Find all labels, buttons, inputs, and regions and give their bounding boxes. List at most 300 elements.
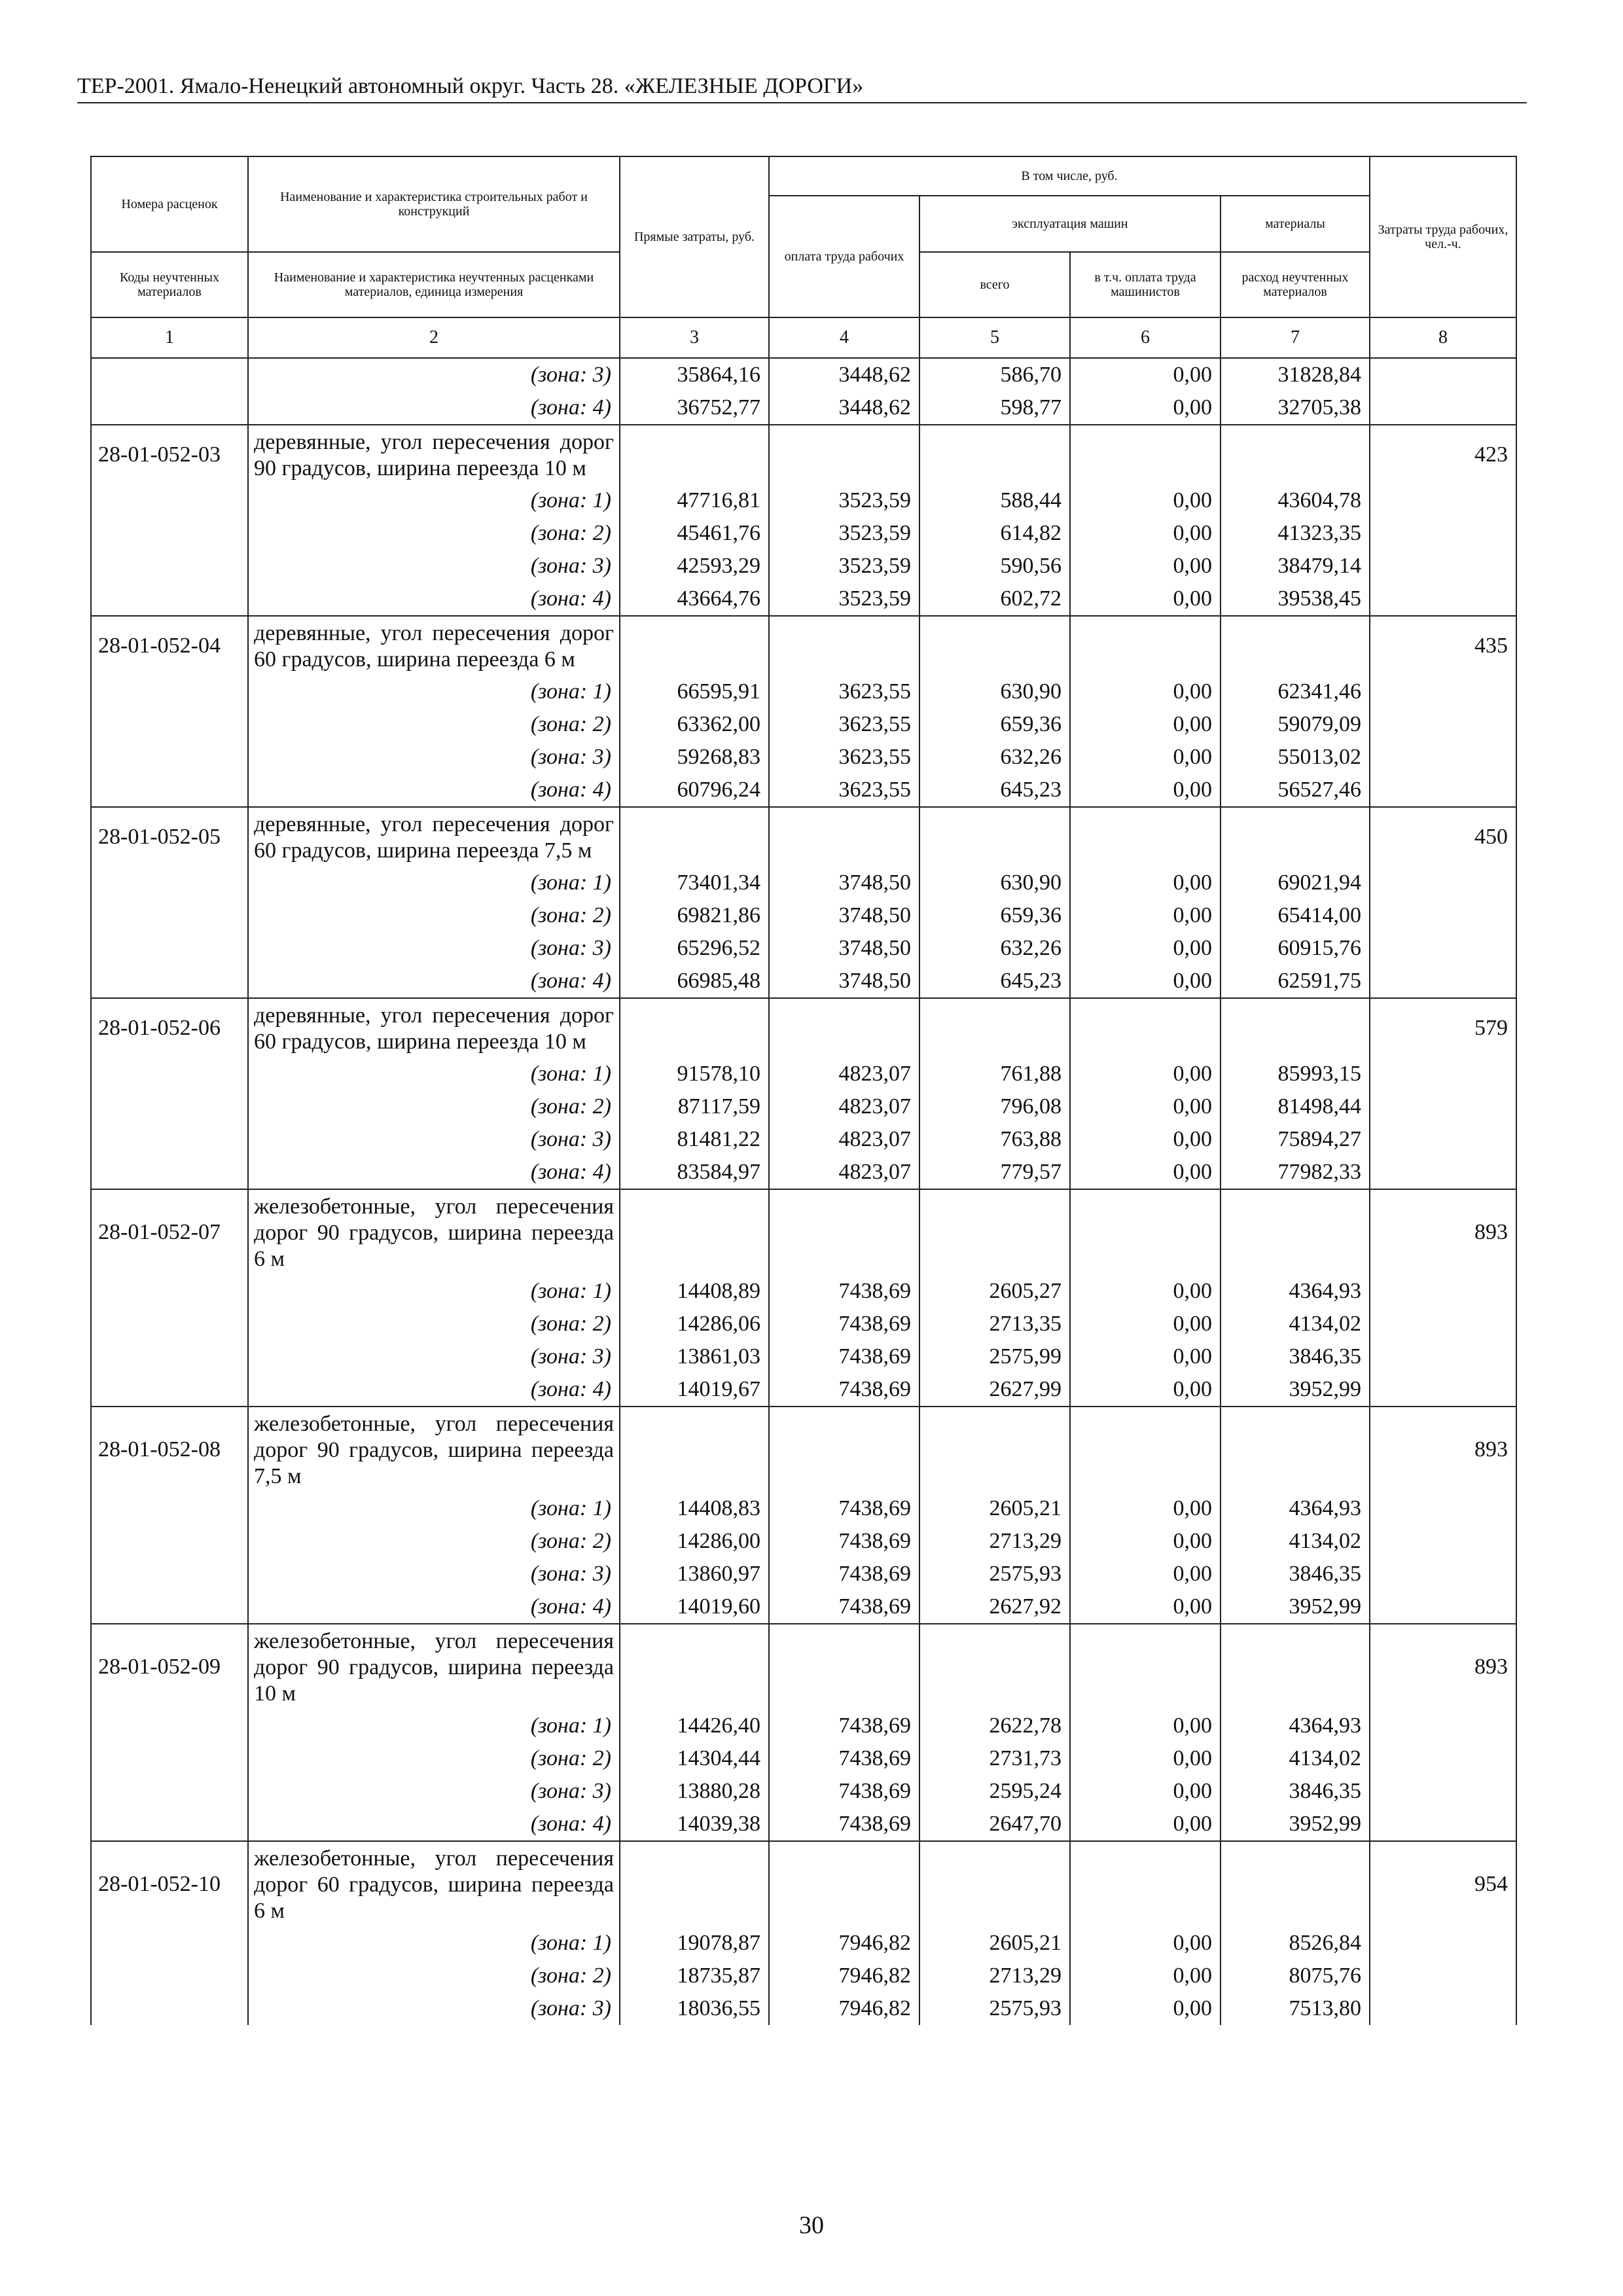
- empty-cell: [91, 1558, 248, 1590]
- direct-cost-value: 83584,97: [620, 1156, 769, 1189]
- labor-cost-value: 893: [1370, 1407, 1516, 1492]
- col-number-5: 5: [919, 317, 1070, 358]
- direct-cost-value: 36752,77: [620, 391, 769, 425]
- rates-table: [90, 156, 1517, 2025]
- col-group-including-header: В том числе, руб.: [769, 156, 1370, 196]
- direct-cost-value: 18735,87: [620, 1960, 769, 1992]
- rate-code: 28-01-052-09: [91, 1624, 248, 1710]
- zone-label: (зона: 2): [248, 899, 620, 932]
- empty-cell: [1221, 1189, 1370, 1275]
- empty-cell: [1070, 616, 1221, 675]
- worker-wages-value: 7438,69: [769, 1775, 919, 1808]
- col-material-names-header: Наименование и характеристика неучтенных расценками материалов, единица измерения: [248, 252, 620, 317]
- direct-cost-value: 14039,38: [620, 1808, 769, 1841]
- empty-cell: [1370, 1710, 1516, 1742]
- rate-item-row: [91, 1189, 1516, 1275]
- labor-cost-value: 893: [1370, 1189, 1516, 1275]
- empty-cell: [769, 616, 919, 675]
- empty-cell: [91, 932, 248, 965]
- empty-cell: [919, 1189, 1070, 1275]
- materials-value: 77982,33: [1221, 1156, 1370, 1189]
- zone-row: [91, 675, 1516, 708]
- empty-cell: [769, 425, 919, 484]
- machinist-wages-value: 0,00: [1070, 932, 1221, 965]
- materials-value: 62341,46: [1221, 675, 1370, 708]
- zone-label: (зона: 2): [248, 1090, 620, 1123]
- machinist-wages-value: 0,00: [1070, 1558, 1221, 1590]
- col-number-2: 2: [248, 317, 620, 358]
- zone-row: [91, 1927, 1516, 1960]
- zone-row: [91, 1558, 1516, 1590]
- empty-cell: [91, 1275, 248, 1308]
- col-number-6: 6: [1070, 317, 1221, 358]
- rate-code: 28-01-052-07: [91, 1189, 248, 1275]
- worker-wages-value: 7438,69: [769, 1492, 919, 1525]
- zone-row: [91, 1373, 1516, 1407]
- zone-label: (зона: 1): [248, 1058, 620, 1090]
- labor-cost-value: 423: [1370, 425, 1516, 484]
- labor-cost-value: 954: [1370, 1841, 1516, 1927]
- zone-row: [91, 932, 1516, 965]
- empty-cell: [769, 1624, 919, 1710]
- rate-description: деревянные, угол пересечения дорог 60 градусов, ширина переезда 10 м: [248, 998, 620, 1058]
- materials-value: 60915,76: [1221, 932, 1370, 965]
- empty-cell: [1221, 1624, 1370, 1710]
- empty-cell: [91, 1156, 248, 1189]
- zone-label: (зона: 4): [248, 583, 620, 616]
- zone-row: [91, 965, 1516, 998]
- labor-cost-value: 579: [1370, 998, 1516, 1058]
- rates-table-wrapper: [90, 156, 1516, 2025]
- machines-total-value: 2647,70: [919, 1808, 1070, 1841]
- machinist-wages-value: 0,00: [1070, 1156, 1221, 1189]
- materials-value: 3952,99: [1221, 1373, 1370, 1407]
- materials-value: 4364,93: [1221, 1710, 1370, 1742]
- empty-cell: [91, 1927, 248, 1960]
- machines-total-value: 2627,92: [919, 1590, 1070, 1624]
- machinist-wages-value: 0,00: [1070, 1808, 1221, 1841]
- empty-cell: [1070, 425, 1221, 484]
- direct-cost-value: 18036,55: [620, 1992, 769, 2025]
- rate-description: деревянные, угол пересечения дорог 60 градусов, ширина переезда 6 м: [248, 616, 620, 675]
- machinist-wages-value: 0,00: [1070, 1492, 1221, 1525]
- zone-row: [91, 1058, 1516, 1090]
- empty-cell: [1070, 1841, 1221, 1927]
- empty-cell: [1221, 425, 1370, 484]
- empty-cell: [1370, 1927, 1516, 1960]
- machines-total-value: 2575,93: [919, 1992, 1070, 2025]
- zone-label: (зона: 1): [248, 675, 620, 708]
- machinist-wages-value: 0,00: [1070, 1927, 1221, 1960]
- worker-wages-value: 3523,59: [769, 517, 919, 550]
- empty-cell: [1070, 1189, 1221, 1275]
- empty-cell: [1370, 1156, 1516, 1189]
- empty-cell: [620, 998, 769, 1058]
- empty-cell: [91, 1492, 248, 1525]
- empty-cell: [1370, 1123, 1516, 1156]
- materials-value: 31828,84: [1221, 358, 1370, 391]
- zone-label: (зона: 2): [248, 1525, 620, 1558]
- zone-label: (зона: 4): [248, 1590, 620, 1624]
- direct-cost-value: 14304,44: [620, 1742, 769, 1775]
- machinist-wages-value: 0,00: [1070, 1710, 1221, 1742]
- empty-cell: [620, 807, 769, 867]
- zone-label: (зона: 3): [248, 1775, 620, 1808]
- empty-cell: [1370, 1558, 1516, 1590]
- empty-cell: [1370, 965, 1516, 998]
- empty-cell: [91, 358, 248, 391]
- zone-row: [91, 1123, 1516, 1156]
- empty-cell: [91, 1340, 248, 1373]
- worker-wages-value: 3748,50: [769, 867, 919, 899]
- machinist-wages-value: 0,00: [1070, 1340, 1221, 1373]
- machinist-wages-value: 0,00: [1070, 741, 1221, 774]
- zone-label: (зона: 3): [248, 358, 620, 391]
- direct-cost-value: 13880,28: [620, 1775, 769, 1808]
- materials-value: 55013,02: [1221, 741, 1370, 774]
- materials-value: 59079,09: [1221, 708, 1370, 741]
- rate-item-row: [91, 616, 1516, 675]
- direct-cost-value: 66985,48: [620, 965, 769, 998]
- materials-value: 4364,93: [1221, 1492, 1370, 1525]
- direct-cost-value: 13861,03: [620, 1340, 769, 1373]
- machines-total-value: 2622,78: [919, 1710, 1070, 1742]
- empty-cell: [91, 1992, 248, 2025]
- page-number: 30: [799, 2212, 824, 2239]
- direct-cost-value: 42593,29: [620, 550, 769, 583]
- machines-total-value: 630,90: [919, 675, 1070, 708]
- machinist-wages-value: 0,00: [1070, 1590, 1221, 1624]
- empty-cell: [91, 1525, 248, 1558]
- materials-value: 8075,76: [1221, 1960, 1370, 1992]
- zone-row: [91, 1808, 1516, 1841]
- empty-cell: [91, 741, 248, 774]
- worker-wages-value: 7438,69: [769, 1558, 919, 1590]
- empty-cell: [1370, 741, 1516, 774]
- empty-cell: [91, 1590, 248, 1624]
- worker-wages-value: 7438,69: [769, 1308, 919, 1340]
- col-machines-group-header: эксплуатация машин: [919, 196, 1221, 252]
- rate-description: деревянные, угол пересечения дорог 90 градусов, ширина переезда 10 м: [248, 425, 620, 484]
- direct-cost-value: 91578,10: [620, 1058, 769, 1090]
- worker-wages-value: 3523,59: [769, 583, 919, 616]
- empty-cell: [1370, 899, 1516, 932]
- machines-total-value: 2627,99: [919, 1373, 1070, 1407]
- empty-cell: [1370, 675, 1516, 708]
- rate-description: железобетонные, угол пересечения дорог 60 градусов, ширина переезда 6 м: [248, 1841, 620, 1927]
- labor-cost-value: 435: [1370, 616, 1516, 675]
- machines-total-value: 2605,21: [919, 1492, 1070, 1525]
- materials-value: 65414,00: [1221, 899, 1370, 932]
- rate-code: 28-01-052-10: [91, 1841, 248, 1927]
- rate-code: 28-01-052-05: [91, 807, 248, 867]
- rate-code: 28-01-052-08: [91, 1407, 248, 1492]
- empty-cell: [1370, 1525, 1516, 1558]
- machinist-wages-value: 0,00: [1070, 1275, 1221, 1308]
- machines-total-value: 2595,24: [919, 1775, 1070, 1808]
- empty-cell: [91, 675, 248, 708]
- materials-value: 7513,80: [1221, 1992, 1370, 2025]
- empty-cell: [620, 1624, 769, 1710]
- labor-cost-value: 450: [1370, 807, 1516, 867]
- machines-total-value: 586,70: [919, 358, 1070, 391]
- empty-cell: [91, 1058, 248, 1090]
- empty-cell: [1370, 1960, 1516, 1992]
- zone-row: [91, 517, 1516, 550]
- machines-total-value: 779,57: [919, 1156, 1070, 1189]
- zone-row: [91, 391, 1516, 425]
- direct-cost-value: 60796,24: [620, 774, 769, 807]
- machinist-wages-value: 0,00: [1070, 1775, 1221, 1808]
- materials-value: 4134,02: [1221, 1308, 1370, 1340]
- empty-cell: [1370, 550, 1516, 583]
- machinist-wages-value: 0,00: [1070, 1992, 1221, 2025]
- materials-value: 32705,38: [1221, 391, 1370, 425]
- materials-value: 3846,35: [1221, 1340, 1370, 1373]
- zone-row: [91, 1090, 1516, 1123]
- zone-row: [91, 550, 1516, 583]
- zone-row: [91, 1275, 1516, 1308]
- zone-row: [91, 1340, 1516, 1373]
- rate-description: железобетонные, угол пересечения дорог 90 градусов, ширина переезда 7,5 м: [248, 1407, 620, 1492]
- empty-cell: [91, 391, 248, 425]
- empty-cell: [91, 899, 248, 932]
- zone-label: (зона: 1): [248, 484, 620, 517]
- machinist-wages-value: 0,00: [1070, 1308, 1221, 1340]
- zone-label: (зона: 2): [248, 517, 620, 550]
- empty-cell: [91, 1308, 248, 1340]
- machinist-wages-value: 0,00: [1070, 550, 1221, 583]
- zone-row: [91, 1590, 1516, 1624]
- empty-cell: [1370, 1492, 1516, 1525]
- machines-total-value: 632,26: [919, 741, 1070, 774]
- empty-cell: [769, 807, 919, 867]
- machinist-wages-value: 0,00: [1070, 774, 1221, 807]
- zone-label: (зона: 1): [248, 1710, 620, 1742]
- materials-value: 8526,84: [1221, 1927, 1370, 1960]
- empty-cell: [91, 1090, 248, 1123]
- machines-total-value: 2713,29: [919, 1525, 1070, 1558]
- machines-total-value: 763,88: [919, 1123, 1070, 1156]
- empty-cell: [1070, 1624, 1221, 1710]
- machinist-wages-value: 0,00: [1070, 1058, 1221, 1090]
- empty-cell: [1370, 1090, 1516, 1123]
- materials-value: 3846,35: [1221, 1558, 1370, 1590]
- machines-total-value: 796,08: [919, 1090, 1070, 1123]
- empty-cell: [1221, 807, 1370, 867]
- materials-value: 81498,44: [1221, 1090, 1370, 1123]
- zone-label: (зона: 4): [248, 1156, 620, 1189]
- zone-label: (зона: 1): [248, 1927, 620, 1960]
- machinist-wages-value: 0,00: [1070, 899, 1221, 932]
- rate-item-row: [91, 1624, 1516, 1710]
- zone-label: (зона: 1): [248, 867, 620, 899]
- zone-row: [91, 358, 1516, 391]
- materials-value: 43604,78: [1221, 484, 1370, 517]
- machines-total-value: 2713,29: [919, 1960, 1070, 1992]
- table-body: [91, 358, 1516, 2025]
- direct-cost-value: 65296,52: [620, 932, 769, 965]
- empty-cell: [769, 998, 919, 1058]
- empty-cell: [91, 1710, 248, 1742]
- empty-cell: [91, 484, 248, 517]
- machines-total-value: 614,82: [919, 517, 1070, 550]
- materials-value: 3952,99: [1221, 1590, 1370, 1624]
- worker-wages-value: 4823,07: [769, 1090, 919, 1123]
- worker-wages-value: 3748,50: [769, 899, 919, 932]
- direct-cost-value: 69821,86: [620, 899, 769, 932]
- rate-code: 28-01-052-03: [91, 425, 248, 484]
- empty-cell: [91, 1742, 248, 1775]
- zone-row: [91, 774, 1516, 807]
- direct-cost-value: 47716,81: [620, 484, 769, 517]
- worker-wages-value: 7438,69: [769, 1808, 919, 1841]
- empty-cell: [1370, 1308, 1516, 1340]
- empty-cell: [1370, 391, 1516, 425]
- materials-value: 69021,94: [1221, 867, 1370, 899]
- zone-label: (зона: 3): [248, 550, 620, 583]
- direct-cost-value: 14286,00: [620, 1525, 769, 1558]
- materials-value: 41323,35: [1221, 517, 1370, 550]
- machinist-wages-value: 0,00: [1070, 583, 1221, 616]
- direct-cost-value: 14408,89: [620, 1275, 769, 1308]
- empty-cell: [91, 965, 248, 998]
- worker-wages-value: 7438,69: [769, 1373, 919, 1407]
- materials-value: 4134,02: [1221, 1742, 1370, 1775]
- zone-label: (зона: 3): [248, 1123, 620, 1156]
- machines-total-value: 761,88: [919, 1058, 1070, 1090]
- worker-wages-value: 4823,07: [769, 1156, 919, 1189]
- machinist-wages-value: 0,00: [1070, 391, 1221, 425]
- machines-total-value: 630,90: [919, 867, 1070, 899]
- machines-total-value: 2575,99: [919, 1340, 1070, 1373]
- empty-cell: [1070, 998, 1221, 1058]
- zone-row: [91, 1156, 1516, 1189]
- running-header: ТЕР-2001. Ямало-Ненецкий автономный округ. Часть 28. «ЖЕЛЕЗНЫЕ ДОРОГИ»: [77, 73, 1527, 103]
- worker-wages-value: 7438,69: [769, 1710, 919, 1742]
- empty-cell: [91, 774, 248, 807]
- rate-item-row: [91, 1841, 1516, 1927]
- machines-total-value: 2731,73: [919, 1742, 1070, 1775]
- machines-total-value: 2575,93: [919, 1558, 1070, 1590]
- zone-label: (зона: 4): [248, 774, 620, 807]
- direct-cost-value: 19078,87: [620, 1927, 769, 1960]
- rate-description: деревянные, угол пересечения дорог 60 градусов, ширина переезда 7,5 м: [248, 807, 620, 867]
- empty-cell: [1221, 616, 1370, 675]
- direct-cost-value: 14408,83: [620, 1492, 769, 1525]
- worker-wages-value: 3623,55: [769, 708, 919, 741]
- zone-row: [91, 484, 1516, 517]
- worker-wages-value: 3623,55: [769, 774, 919, 807]
- direct-cost-value: 66595,91: [620, 675, 769, 708]
- zone-label: (зона: 3): [248, 741, 620, 774]
- machines-total-value: 2605,27: [919, 1275, 1070, 1308]
- machinist-wages-value: 0,00: [1070, 1090, 1221, 1123]
- rate-description: железобетонные, угол пересечения дорог 90 градусов, ширина переезда 10 м: [248, 1624, 620, 1710]
- direct-cost-value: 73401,34: [620, 867, 769, 899]
- empty-cell: [1370, 1775, 1516, 1808]
- empty-cell: [620, 1189, 769, 1275]
- direct-cost-value: 14286,06: [620, 1308, 769, 1340]
- machinist-wages-value: 0,00: [1070, 358, 1221, 391]
- machinist-wages-value: 0,00: [1070, 708, 1221, 741]
- labor-cost-value: 893: [1370, 1624, 1516, 1710]
- worker-wages-value: 7438,69: [769, 1590, 919, 1624]
- zone-label: (зона: 3): [248, 1558, 620, 1590]
- empty-cell: [620, 425, 769, 484]
- empty-cell: [620, 616, 769, 675]
- empty-cell: [1370, 1590, 1516, 1624]
- machinist-wages-value: 0,00: [1070, 1123, 1221, 1156]
- zone-label: (зона: 3): [248, 1340, 620, 1373]
- rate-item-row: [91, 998, 1516, 1058]
- rate-item-row: [91, 1407, 1516, 1492]
- machinist-wages-value: 0,00: [1070, 867, 1221, 899]
- worker-wages-value: 7438,69: [769, 1275, 919, 1308]
- zone-row: [91, 708, 1516, 741]
- machinist-wages-value: 0,00: [1070, 484, 1221, 517]
- zone-label: (зона: 4): [248, 1808, 620, 1841]
- zone-row: [91, 1992, 1516, 2025]
- col-worker-wages-header: оплата труда рабочих: [769, 196, 919, 317]
- worker-wages-value: 3523,59: [769, 550, 919, 583]
- zone-row: [91, 1492, 1516, 1525]
- direct-cost-value: 59268,83: [620, 741, 769, 774]
- empty-cell: [1221, 1841, 1370, 1927]
- machines-total-value: 598,77: [919, 391, 1070, 425]
- materials-value: 85993,15: [1221, 1058, 1370, 1090]
- worker-wages-value: 7438,69: [769, 1340, 919, 1373]
- col-number-4: 4: [769, 317, 919, 358]
- direct-cost-value: 13860,97: [620, 1558, 769, 1590]
- materials-value: 39538,45: [1221, 583, 1370, 616]
- direct-cost-value: 87117,59: [620, 1090, 769, 1123]
- zone-label: (зона: 2): [248, 1960, 620, 1992]
- direct-cost-value: 14019,60: [620, 1590, 769, 1624]
- empty-cell: [919, 1407, 1070, 1492]
- empty-cell: [1221, 1407, 1370, 1492]
- direct-cost-value: 45461,76: [620, 517, 769, 550]
- col-number-1: 1: [91, 317, 248, 358]
- materials-value: 75894,27: [1221, 1123, 1370, 1156]
- materials-value: 4134,02: [1221, 1525, 1370, 1558]
- empty-cell: [919, 425, 1070, 484]
- worker-wages-value: 7946,82: [769, 1960, 919, 1992]
- worker-wages-value: 7438,69: [769, 1525, 919, 1558]
- col-machinist-wages-header: в т.ч. оплата труда машинистов: [1070, 252, 1221, 317]
- col-labor-cost-header: Затраты труда рабочих, чел.-ч.: [1370, 156, 1516, 317]
- empty-cell: [769, 1407, 919, 1492]
- empty-cell: [1370, 358, 1516, 391]
- zone-row: [91, 1960, 1516, 1992]
- empty-cell: [769, 1841, 919, 1927]
- col-work-name-header: Наименование и характеристика строительных работ и конструкций: [248, 156, 620, 252]
- empty-cell: [91, 708, 248, 741]
- worker-wages-value: 4823,07: [769, 1058, 919, 1090]
- empty-cell: [1370, 1275, 1516, 1308]
- empty-cell: [1370, 1058, 1516, 1090]
- worker-wages-value: 7438,69: [769, 1742, 919, 1775]
- empty-cell: [1370, 484, 1516, 517]
- empty-cell: [1370, 774, 1516, 807]
- materials-value: 38479,14: [1221, 550, 1370, 583]
- empty-cell: [91, 583, 248, 616]
- machinist-wages-value: 0,00: [1070, 675, 1221, 708]
- col-material-codes-header: Коды неучтенных материалов: [91, 252, 248, 317]
- materials-value: 56527,46: [1221, 774, 1370, 807]
- zone-label: (зона: 3): [248, 1992, 620, 2025]
- direct-cost-value: 14019,67: [620, 1373, 769, 1407]
